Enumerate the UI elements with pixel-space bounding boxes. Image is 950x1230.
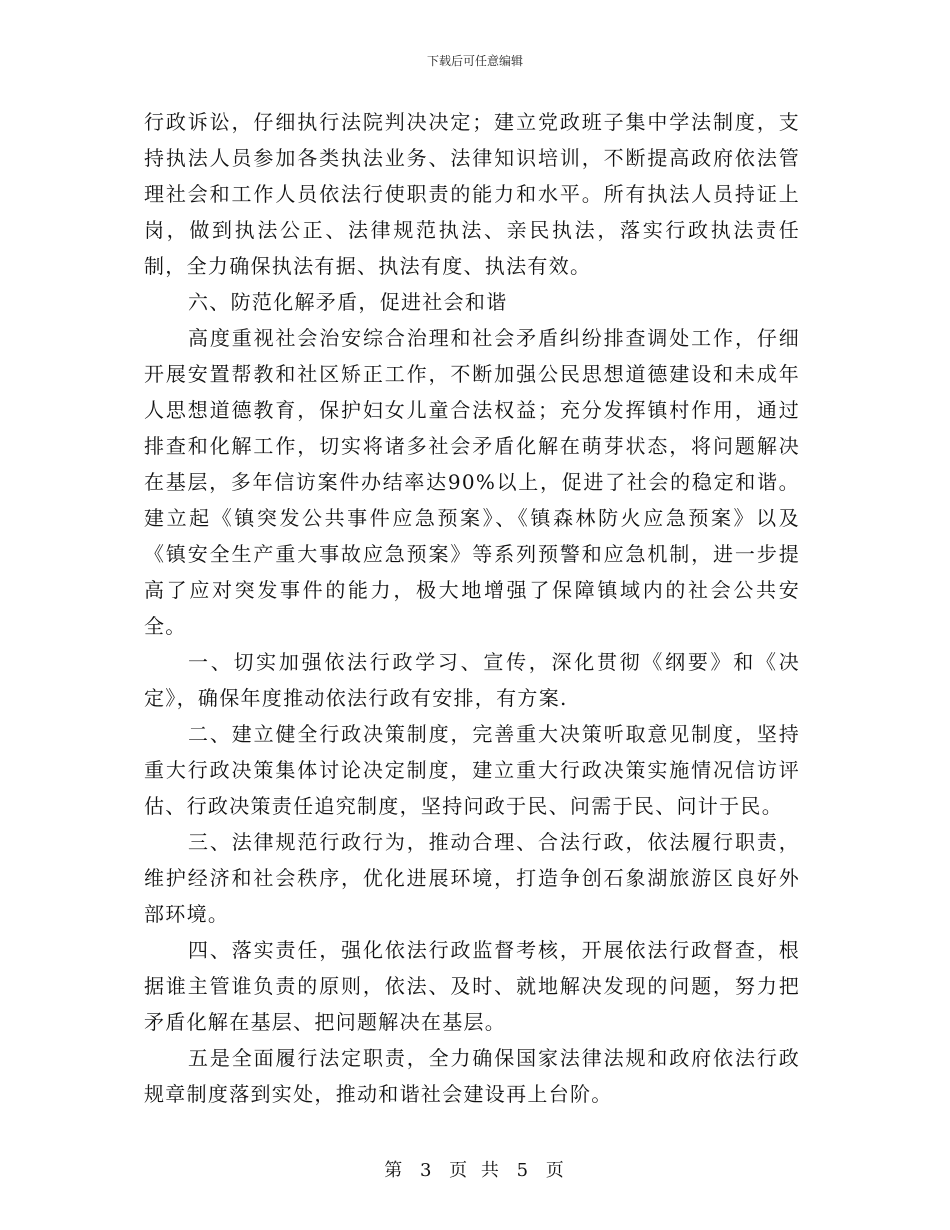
document-body — [144, 104, 800, 1112]
item-4: 四、落实责任，强化依法行政监督考核，开展依法行政督查，根据谁主管谁负责的原则，依法、及时、就地解决发现的问题，努力把矛盾化解在基层、把问题解决在基层。 — [144, 938, 800, 1034]
current-page-number: 3 — [419, 1160, 434, 1181]
item-1: 一、切实加强依法行政学习、宣传，深化贯彻《纲要》和《决定》，确保年度推动依法行政有安排，有方案. — [144, 650, 800, 710]
item-3: 三、法律规范行政行为，推动合理、合法行政，依法履行职责，维护经济和社会秩序，优化进展环境，打造争创石象湖旅游区良好外部环境。 — [144, 830, 800, 926]
footer-prefix: 第 — [384, 1160, 405, 1181]
section-heading-6: 六、防范化解矛盾，促进社会和谐 — [188, 290, 508, 314]
total-page-count: 5 — [516, 1160, 531, 1181]
footer-middle: 页 共 — [449, 1160, 501, 1181]
paragraph-social-harmony: 高度重视社会治安综合治理和社会矛盾纠纷排查调处工作，仔细开展安置帮教和社区矫正工作，不断加强公民思想道德建设和未成年人思想道德教育，保护妇女儿童合法权益；充分发挥镇村作用，通过排查和化解工作，切实将诸多社会矛盾化解在萌芽状态，将问题解决在基层，多年信访案件办结率达90%以上，促进了社会的稳定和谐。建立起《镇突发公共事件应急预案》、《镇森林防火应急预案》以及《镇安全生产重大事故应急预案》等系列预警和应急机制，进一步提高了应对突发事件的能力，极大地增强了保障镇域内的社会公共安全。 — [144, 326, 800, 638]
item-2: 二、建立健全行政决策制度，完善重大决策听取意见制度，坚持重大行政决策集体讨论决定制度，建立重大行政决策实施情况信访评估、行政决策责任追究制度，坚持问政于民、问需于民、问计于民。 — [144, 722, 800, 818]
item-5: 五是全面履行法定职责，全力确保国家法律法规和政府依法行政规章制度落到实处，推动和谐社会建设再上台阶。 — [144, 1046, 800, 1106]
page-header: 下载后可任意编辑 — [426, 54, 523, 68]
paragraph-1: 行政诉讼，仔细执行法院判决决定；建立党政班子集中学法制度，支持执法人员参加各类执法业务、法律知识培训，不断提高政府依法管理社会和工作人员依法行使职责的能力和水平。所有执法人员持证上岗，做到执法公正、法律规范执法、亲民执法，落实行政执法责任制，全力确保执法有据、执法有度、执法有效。 — [144, 110, 800, 278]
page-footer — [0, 1156, 950, 1182]
footer-suffix: 页 — [545, 1160, 566, 1181]
